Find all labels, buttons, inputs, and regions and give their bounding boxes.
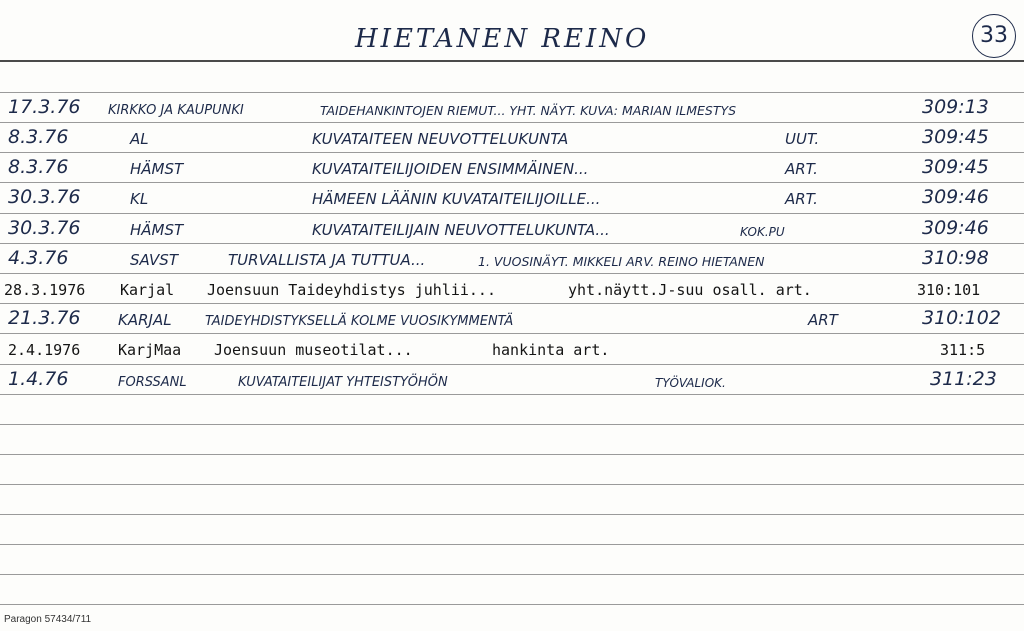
ruled-line [0, 604, 1024, 605]
ruled-line [0, 544, 1024, 545]
entry-row [0, 92, 1024, 122]
ruled-line [0, 394, 1024, 395]
entry-source: AL [130, 130, 149, 148]
ruled-line [0, 424, 1024, 425]
entry-source: KarjMaa [118, 341, 182, 359]
entry-row [0, 122, 1024, 152]
entry-reference: 310:98 [922, 247, 989, 269]
entry-reference: 311:5 [940, 341, 986, 359]
entry-row [0, 333, 1024, 363]
entry-source: FORSSANL [118, 375, 187, 390]
entry-description: HÄMEEN LÄÄNIN KUVATAITEILIJOILLE... [312, 190, 601, 208]
entry-date: 17.3.76 [8, 96, 81, 118]
entry-note: TYÖVALIOK. [655, 376, 726, 390]
entry-description: TAIDEHANKINTOJEN RIEMUT... YHT. NÄYT. KUVA: MARIAN ILMESTYS [320, 103, 737, 118]
entry-date: 30.3.76 [8, 217, 81, 239]
entry-date: 21.3.76 [8, 307, 81, 329]
entry-note: 1. VUOSINÄYT. MIKKELI ARV. REINO HIETANEN [478, 254, 765, 269]
entry-date: 28.3.1976 [4, 281, 86, 299]
entry-note: KOK.PU [740, 225, 785, 239]
entry-description: KUVATAITEILIJAIN NEUVOTTELUKUNTA... [312, 221, 610, 239]
entry-source: HÄMST [130, 160, 184, 178]
entry-row [0, 213, 1024, 243]
entry-source: SAVST [130, 251, 178, 269]
entry-date: 30.3.76 [8, 186, 81, 208]
entry-description: KUVATAITEILIJAT YHTEISTYÖHÖN [238, 375, 448, 390]
entry-reference: 309:45 [922, 156, 989, 178]
ruled-line [0, 454, 1024, 455]
entry-row [0, 182, 1024, 212]
card-title: HIETANEN REINO [355, 24, 650, 54]
entry-description: TURVALLISTA JA TUTTUA... [228, 251, 426, 269]
entry-date: 1.4.76 [8, 368, 69, 390]
entry-description: Joensuun museotilat... [214, 341, 413, 359]
entry-reference: 309:46 [922, 217, 989, 239]
entry-reference: 309:45 [922, 126, 989, 148]
entry-row [0, 243, 1024, 273]
ruled-line [0, 484, 1024, 485]
card-print-code: Paragon 57434/711 [4, 614, 92, 625]
entry-note: hankinta art. [492, 341, 610, 359]
entry-note: UUT. [785, 130, 820, 148]
entry-source: KL [130, 190, 149, 208]
entry-note: ART. [785, 160, 818, 178]
entry-source: KARJAL [118, 311, 172, 329]
entry-source: HÄMST [130, 221, 184, 239]
entry-row [0, 364, 1024, 394]
entry-reference: 310:102 [922, 307, 1001, 329]
entry-reference: 309:13 [922, 96, 989, 118]
entry-description: KUVATAITEILIJOIDEN ENSIMMÄINEN... [312, 160, 589, 178]
entry-source: Karjal [120, 281, 175, 299]
entry-row [0, 152, 1024, 182]
entry-reference: 309:46 [922, 186, 989, 208]
card-number-circle: 33 [972, 14, 1016, 58]
entry-date: 8.3.76 [8, 126, 69, 148]
entry-reference: 311:23 [930, 368, 997, 390]
ruled-line [0, 514, 1024, 515]
entry-date: 4.3.76 [8, 247, 69, 269]
ruled-line [0, 574, 1024, 575]
entry-row [0, 273, 1024, 303]
entry-date: 2.4.1976 [8, 341, 81, 359]
entry-note: yht.näytt.J-suu osall. art. [568, 281, 812, 299]
entry-row [0, 303, 1024, 333]
entry-source: KIRKKO JA KAUPUNKI [108, 103, 244, 118]
entry-reference: 310:101 [917, 281, 981, 299]
entry-description: Joensuun Taideyhdistys juhlii... [207, 281, 496, 299]
entry-note: ART. [785, 190, 818, 208]
entry-description: TAIDEYHDISTYKSELLÄ KOLME VUOSIKYMMENTÄ [205, 314, 514, 329]
header-rule [0, 60, 1024, 62]
entry-date: 8.3.76 [8, 156, 69, 178]
entry-description: KUVATAITEEN NEUVOTTELUKUNTA [312, 130, 569, 148]
entry-note: ART [808, 311, 838, 329]
